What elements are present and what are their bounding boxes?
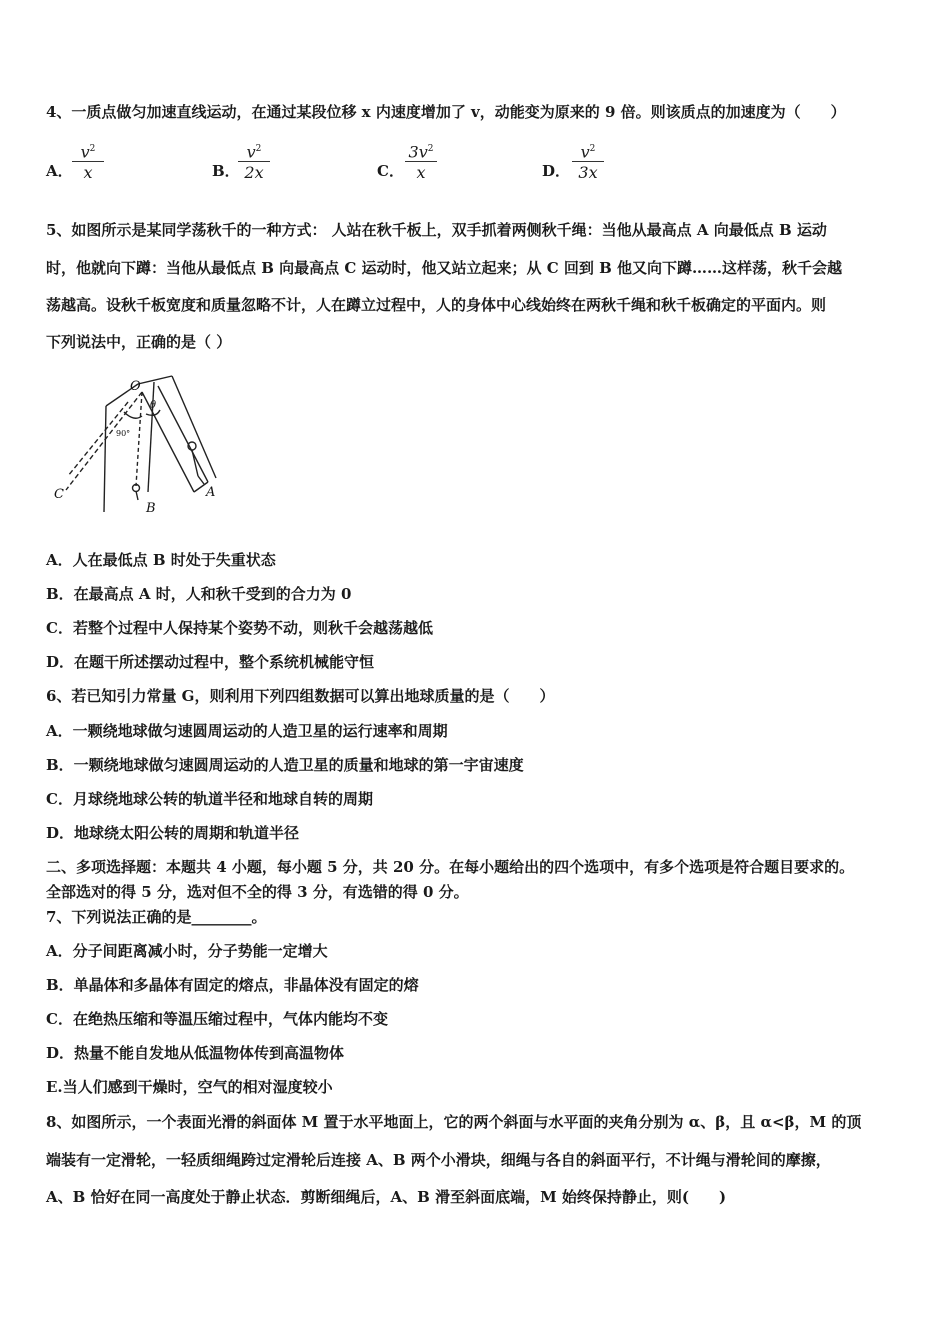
numerator: v — [246, 142, 256, 162]
label-theta: θ — [150, 400, 157, 411]
q6-option-b: B．一颗绕地球做匀速圆周运动的人造卫星的质量和地球的第一宇宙速度 — [46, 756, 524, 774]
exponent: 2 — [427, 144, 434, 154]
q8-stem-line: 8、如图所示，一个表面光滑的斜面体 M 置于水平地面上，它的两个斜面与水平面的夹角分别为 α、β，且 α<β，M 的顶 — [46, 1113, 862, 1131]
q5-stem-line: 下列说法中，正确的是（ ） — [46, 333, 232, 351]
q8-stem-line: 端装有一定滑轮，一轻质细绳跨过定滑轮后连接 A、B 两个小滑块，细绳与各自的斜面平行，不计绳与滑轮间的摩擦， — [46, 1151, 831, 1169]
label-c: C — [54, 487, 64, 502]
numerator: v — [580, 142, 590, 162]
swing-diagram — [46, 372, 236, 520]
q5-option-d: D．在题干所述摆动过程中，整个系统机械能守恒 — [46, 653, 375, 671]
option-label: C． — [377, 162, 404, 180]
q5-option-c: C．若整个过程中人保持某个姿势不动，则秋千会越荡越低 — [46, 619, 433, 637]
frame-top — [138, 376, 172, 384]
q6-stem: 6、若已知引力常量 G，则利用下列四组数据可以算出地球质量的是（ ） — [46, 687, 555, 705]
q7-option-e: E.当人们感到干燥时，空气的相对湿度较小 — [46, 1078, 333, 1096]
label-b: B — [146, 501, 156, 516]
fraction — [232, 138, 276, 184]
q5-stem-line: 时，他就向下蹲：当他从最低点 B 向最高点 C 运动时，他又站立起来；从 C 回到 B 他又向下蹲……这样荡，秋千会越 — [46, 259, 843, 277]
option-label: B． — [212, 162, 240, 180]
denominator: x — [83, 163, 93, 182]
person-leg-a — [198, 476, 204, 484]
q4-options — [46, 138, 908, 194]
option-label: D． — [542, 162, 571, 180]
q6-option-a: A．一颗绕地球做匀速圆周运动的人造卫星的运行速率和周期 — [46, 722, 448, 740]
q8-stem-line: A、B 恰好在同一高度处于静止状态．剪断细绳后，A、B 滑至斜面底端，M 始终保持静止，则( ) — [46, 1188, 727, 1206]
label-angle: 90° — [116, 429, 131, 438]
frame-mid-leg — [148, 382, 157, 492]
option-label: A． — [46, 162, 73, 180]
exponent: 2 — [589, 144, 596, 154]
numerator: v — [80, 142, 90, 162]
label-a: A — [206, 485, 216, 500]
q6-option-d: D．地球绕太阳公转的周期和轨道半径 — [46, 824, 300, 842]
q7-option-b: B．单晶体和多晶体有固定的熔点，非晶体没有固定的熔 — [46, 976, 419, 994]
q5-stem-line: 5、如图所示是某同学荡秋千的一种方式： 人站在秋千板上，双手抓着两侧秋千绳：当他从最高点 A 向最低点 B 运动 — [46, 221, 827, 239]
q7-option-a: A．分子间距离减小时，分子势能一定增大 — [46, 942, 328, 960]
fraction — [566, 138, 610, 184]
fraction — [66, 138, 110, 184]
numerator: 3v — [408, 142, 428, 162]
denominator: 2x — [244, 163, 264, 182]
denominator: x — [416, 163, 426, 182]
q4-stem: 4、一质点做匀加速直线运动，在通过某段位移 x 内速度增加了 v，动能变为原来的 9 倍。则该质点的加速度为（ ） — [46, 103, 846, 121]
angle-arc — [124, 412, 142, 418]
exponent: 2 — [89, 144, 96, 154]
q5-option-b: B．在最高点 A 时，人和秋千受到的合力为 0 — [46, 585, 352, 603]
q7-stem: 7、下列说法正确的是________。 — [46, 908, 267, 926]
exponent: 2 — [255, 144, 262, 154]
q5-option-a: A．人在最低点 B 时处于失重状态 — [46, 551, 276, 569]
q7-option-d: D．热量不能自发地从低温物体传到高温物体 — [46, 1044, 345, 1062]
section2-scoring: 全部选对的得 5 分，选对但不全的得 3 分，有选错的得 0 分。 — [46, 883, 469, 901]
q7-option-c: C．在绝热压缩和等温压缩过程中，气体内能均不变 — [46, 1010, 388, 1028]
person-body-a — [192, 450, 198, 476]
rope-b — [136, 392, 142, 486]
person-body-b — [136, 491, 138, 500]
q6-option-c: C．月球绕地球公转的轨道半径和地球自转的周期 — [46, 790, 373, 808]
label-o: O — [130, 379, 141, 394]
rope-c2 — [68, 402, 131, 476]
denominator: 3x — [578, 163, 598, 182]
q5-stem-line: 荡越高。设秋千板宽度和质量忽略不计，人在蹲立过程中，人的身体中心线始终在两秋千绳和秋千板确定的平面内。则 — [46, 296, 827, 314]
fraction — [399, 138, 443, 184]
frame-left-leg — [104, 406, 106, 512]
section2-heading: 二、多项选择题：本题共 4 小题，每小题 5 分，共 20 分。在每小题给出的四个选项中，有多个选项是符合题目要求的。 — [46, 858, 855, 876]
